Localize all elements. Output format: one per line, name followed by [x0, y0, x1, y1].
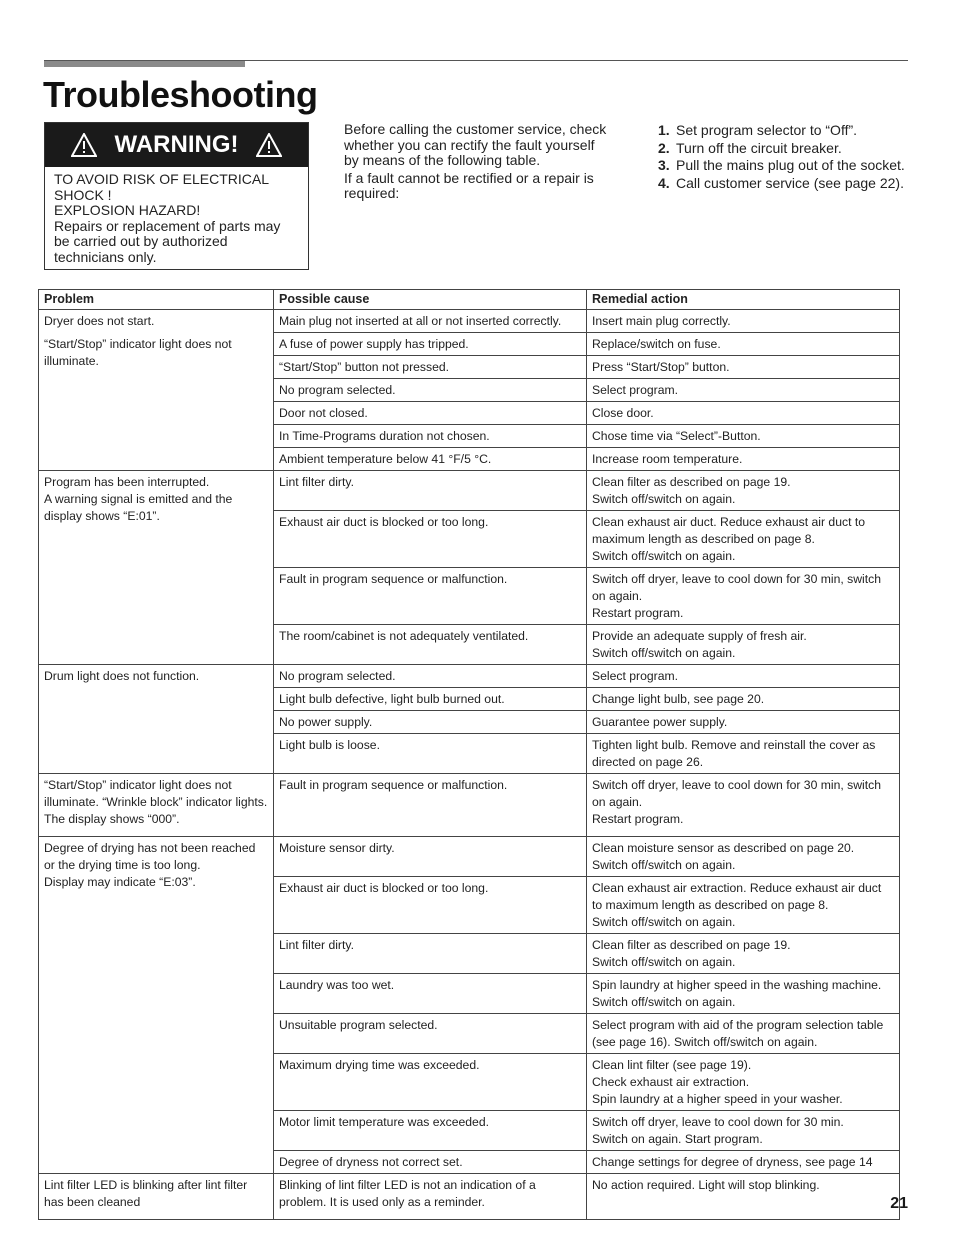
cause-cell: A fuse of power supply has tripped. [274, 333, 587, 356]
problem-text: “Start/Stop” indicator light does not illuminate. “Wrinkle block” indicator lights. The display shows “000”. [44, 778, 268, 826]
cause-cell: Degree of dryness not correct set. [274, 1151, 587, 1174]
table-row [39, 665, 900, 688]
cause-cell: Fault in program sequence or malfunction. [274, 568, 587, 625]
table-body [39, 310, 900, 1220]
cause-cell: Ambient temperature below 41 °F/5 °C. [274, 448, 587, 471]
cause-cell: Light bulb is loose. [274, 734, 587, 774]
cause-cell: Maximum drying time was exceeded. [274, 1054, 587, 1111]
column-header-action: Remedial action [587, 290, 900, 310]
action-cell: Select program. [587, 379, 900, 402]
cause-cell: Laundry was too wet. [274, 974, 587, 1014]
cause-cell: Lint filter dirty. [274, 934, 587, 974]
action-cell: Press “Start/Stop” button. [587, 356, 900, 379]
steps-list [658, 122, 908, 192]
cause-cell: Unsuitable program selected. [274, 1014, 587, 1054]
top-rule-accent [44, 61, 245, 67]
intro-text [344, 122, 612, 204]
page-number: 21 [890, 1195, 908, 1212]
action-cell: Provide an adequate supply of fresh air. Switch off/switch on again. [587, 625, 900, 665]
action-cell: Spin laundry at higher speed in the washing machine. Switch off/switch on again. [587, 974, 900, 1014]
action-cell: Select program with aid of the program selection table (see page 16). Switch off/switch on again. [587, 1014, 900, 1054]
problem-cell [39, 310, 274, 471]
warning-line: EXPLOSION HAZARD! [54, 202, 201, 218]
intro-paragraph: If a fault cannot be rectified or a repair is required: [344, 169, 594, 201]
action-cell: Clean filter as described on page 19. Switch off/switch on again. [587, 934, 900, 974]
problem-cell [39, 1174, 274, 1220]
action-cell: Guarantee power supply. [587, 711, 900, 734]
table-row [39, 774, 900, 837]
cause-cell: Exhaust air duct is blocked or too long. [274, 511, 587, 568]
cause-cell: Exhaust air duct is blocked or too long. [274, 877, 587, 934]
action-cell: Clean filter as described on page 19. Switch off/switch on again. [587, 471, 900, 511]
problem-cell [39, 774, 274, 837]
warning-heading: WARNING! [114, 131, 239, 158]
action-cell: Clean lint filter (see page 19). Check exhaust air extraction. Spin laundry at a higher speed in your washer. [587, 1054, 900, 1111]
action-cell: Switch off dryer, leave to cool down for 30 min. Switch on again. Start program. [587, 1111, 900, 1151]
cause-cell: Fault in program sequence or malfunction. [274, 774, 587, 837]
cause-cell: “Start/Stop” button not pressed. [274, 356, 587, 379]
warning-line: Repairs or replacement of parts may be carried out by authorized technicians only. [54, 217, 281, 265]
page-title: Troubleshooting [43, 74, 318, 115]
action-cell: Clean moisture sensor as described on page 20. Switch off/switch on again. [587, 837, 900, 877]
column-header-problem: Problem [39, 290, 274, 310]
table-header-row [39, 290, 900, 310]
warning-box [44, 122, 309, 270]
problem-cell [39, 665, 274, 774]
warning-text [45, 167, 308, 270]
step-item: 2. Turn off the circuit breaker. [658, 139, 842, 156]
table-row [39, 471, 900, 511]
action-cell: Close door. [587, 402, 900, 425]
action-cell: Switch off dryer, leave to cool down for 30 min, switch on again. Restart program. [587, 774, 900, 837]
warning-triangle-icon [71, 133, 97, 157]
cause-cell: Main plug not inserted at all or not inserted correctly. [274, 310, 587, 333]
intro-paragraph: Before calling the customer service, check whether you can rectify the fault yourself by means of the following table. [344, 121, 607, 168]
cause-cell: Motor limit temperature was exceeded. [274, 1111, 587, 1151]
troubleshooting-table [38, 289, 900, 1220]
step-item: 4. Call customer service (see page 22). [658, 174, 904, 191]
warning-header [45, 123, 308, 167]
problem-cell [39, 837, 274, 1174]
action-cell: Insert main plug correctly. [587, 310, 900, 333]
warning-line: TO AVOID RISK OF ELECTRICAL SHOCK ! [54, 171, 269, 203]
action-cell: Change settings for degree of dryness, see page 14 [587, 1151, 900, 1174]
action-cell: Chose time via “Select”-Button. [587, 425, 900, 448]
table-row [39, 837, 900, 877]
action-cell: Replace/switch on fuse. [587, 333, 900, 356]
table-row [39, 310, 900, 333]
cause-cell: The room/cabinet is not adequately ventilated. [274, 625, 587, 665]
cause-cell: No program selected. [274, 379, 587, 402]
problem-text: Degree of drying has not been reached or the drying time is too long. Display may indicate “E:03”. [44, 841, 256, 889]
column-header-cause: Possible cause [274, 290, 587, 310]
table-row [39, 1174, 900, 1220]
action-cell: Increase room temperature. [587, 448, 900, 471]
cause-cell: No power supply. [274, 711, 587, 734]
problem-text: Drum light does not function. [44, 669, 200, 683]
cause-cell: Lint filter dirty. [274, 471, 587, 511]
cause-cell: Blinking of lint filter LED is not an indication of a problem. It is used only as a reminder. [274, 1174, 587, 1220]
step-item: 3. Pull the mains plug out of the socket. [658, 157, 905, 173]
problem-text: Program has been interrupted. A warning signal is emitted and the display shows “E:01”. [44, 475, 233, 523]
problem-text: “Start/Stop” indicator light does not illuminate. [44, 337, 232, 368]
action-cell: Switch off dryer, leave to cool down for 30 min, switch on again. Restart program. [587, 568, 900, 625]
warning-triangle-icon [256, 133, 282, 157]
action-cell: Tighten light bulb. Remove and reinstall the cover as directed on page 26. [587, 734, 900, 774]
step-item: 1. Set program selector to “Off”. [658, 122, 858, 138]
action-cell: Change light bulb, see page 20. [587, 688, 900, 711]
action-cell: Clean exhaust air duct. Reduce exhaust air duct to maximum length as described on page 8. Switch off/switch on again. [587, 511, 900, 568]
cause-cell: Door not closed. [274, 402, 587, 425]
action-cell: Select program. [587, 665, 900, 688]
action-cell: No action required. Light will stop blinking. [587, 1174, 900, 1220]
cause-cell: Light bulb defective, light bulb burned out. [274, 688, 587, 711]
action-cell: Clean exhaust air extraction. Reduce exhaust air duct to maximum length as described on page 8. Switch off/switch on again. [587, 877, 900, 934]
problem-text: Lint filter LED is blinking after lint filter has been cleaned [44, 1178, 248, 1209]
problem-text: Dryer does not start. [44, 314, 155, 328]
cause-cell: In Time-Programs duration not chosen. [274, 425, 587, 448]
cause-cell: Moisture sensor dirty. [274, 837, 587, 877]
problem-cell [39, 471, 274, 665]
cause-cell: No program selected. [274, 665, 587, 688]
